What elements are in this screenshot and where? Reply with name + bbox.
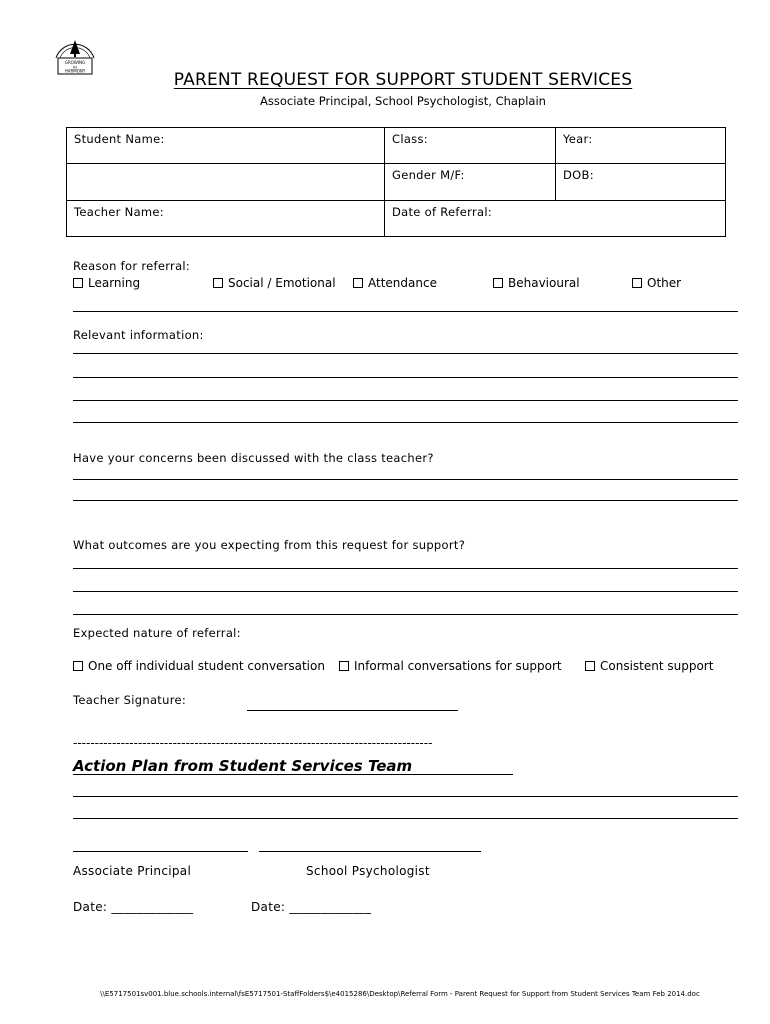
reason-option-attendance[interactable]: Attendance bbox=[353, 276, 437, 290]
svg-text:IN: IN bbox=[73, 65, 77, 70]
associate-principal-signature-line[interactable] bbox=[73, 851, 248, 852]
writing-line[interactable] bbox=[73, 591, 738, 592]
teacher-signature-line[interactable] bbox=[247, 710, 458, 711]
page-subtitle: Associate Principal, School Psychologist, Chaplain bbox=[260, 94, 546, 108]
nature-option-consistent[interactable]: Consistent support bbox=[585, 659, 713, 673]
school-psychologist-label: School Psychologist bbox=[306, 864, 430, 878]
writing-line[interactable] bbox=[73, 818, 738, 819]
writing-line[interactable] bbox=[73, 400, 738, 401]
footer-file-path: \\E5717501sv001.blue.schools.internal\fsE5717501-StaffFolders$\e4015286\Desktop\Referral Form - Parent Request for Support from Student Services Team Feb 2014.doc bbox=[100, 990, 700, 998]
associate-principal-label: Associate Principal bbox=[73, 864, 192, 878]
class-field[interactable]: Class: bbox=[385, 128, 556, 164]
writing-line[interactable] bbox=[73, 614, 738, 615]
writing-line[interactable] bbox=[73, 377, 738, 378]
school-psychologist-signature-line[interactable] bbox=[259, 851, 481, 852]
writing-line[interactable] bbox=[73, 311, 738, 312]
reason-label: Reason for referral: bbox=[73, 259, 191, 273]
date-of-referral-field[interactable]: Date of Referral: bbox=[385, 201, 726, 237]
checkbox-icon[interactable] bbox=[353, 278, 363, 288]
student-name-continued[interactable] bbox=[67, 164, 385, 201]
writing-line[interactable] bbox=[73, 353, 738, 354]
reason-option-other[interactable]: Other bbox=[632, 276, 681, 290]
nature-option-one-off[interactable]: One off individual student conversation bbox=[73, 659, 325, 673]
concerns-question: Have your concerns been discussed with the class teacher? bbox=[73, 451, 434, 465]
checkbox-icon[interactable] bbox=[339, 661, 349, 671]
checkbox-icon[interactable] bbox=[213, 278, 223, 288]
separator-line: ----------------------------------------------------------------------------------- bbox=[73, 736, 433, 750]
checkbox-icon[interactable] bbox=[73, 661, 83, 671]
student-info-table bbox=[66, 127, 726, 237]
student-name-field[interactable]: Student Name: bbox=[67, 128, 385, 164]
svg-text:GROWING: GROWING bbox=[64, 60, 86, 65]
teacher-signature-label: Teacher Signature: bbox=[73, 693, 187, 707]
relevant-info-label: Relevant information: bbox=[73, 328, 204, 342]
checkbox-icon[interactable] bbox=[493, 278, 503, 288]
writing-line[interactable] bbox=[73, 796, 738, 797]
school-logo bbox=[50, 28, 100, 76]
checkbox-icon[interactable] bbox=[585, 661, 595, 671]
dob-field[interactable]: DOB: bbox=[556, 164, 726, 201]
writing-line[interactable] bbox=[73, 568, 738, 569]
page-title: PARENT REQUEST FOR SUPPORT STUDENT SERVICES bbox=[173, 70, 633, 90]
svg-text:HARMONY: HARMONY bbox=[64, 68, 86, 74]
writing-line[interactable] bbox=[73, 422, 738, 423]
date-field-2[interactable]: Date: _____________ bbox=[251, 900, 372, 914]
writing-line[interactable] bbox=[73, 479, 738, 480]
reason-option-social-emotional[interactable]: Social / Emotional bbox=[213, 276, 336, 290]
reason-option-learning[interactable]: Learning bbox=[73, 276, 140, 290]
expected-nature-label: Expected nature of referral: bbox=[73, 626, 241, 640]
reason-option-behavioural[interactable]: Behavioural bbox=[493, 276, 580, 290]
action-plan-title: Action Plan from Student Services Team bbox=[73, 757, 413, 775]
action-plan-underline bbox=[73, 774, 513, 775]
nature-option-informal[interactable]: Informal conversations for support bbox=[339, 659, 562, 673]
gender-field[interactable]: Gender M/F: bbox=[385, 164, 556, 201]
teacher-name-field[interactable]: Teacher Name: bbox=[67, 201, 385, 237]
writing-line[interactable] bbox=[73, 500, 738, 501]
checkbox-icon[interactable] bbox=[73, 278, 83, 288]
school-crest-icon bbox=[50, 28, 100, 76]
year-field[interactable]: Year: bbox=[556, 128, 726, 164]
checkbox-icon[interactable] bbox=[632, 278, 642, 288]
outcomes-question: What outcomes are you expecting from this request for support? bbox=[73, 538, 466, 552]
date-field-1[interactable]: Date: _____________ bbox=[73, 900, 194, 914]
